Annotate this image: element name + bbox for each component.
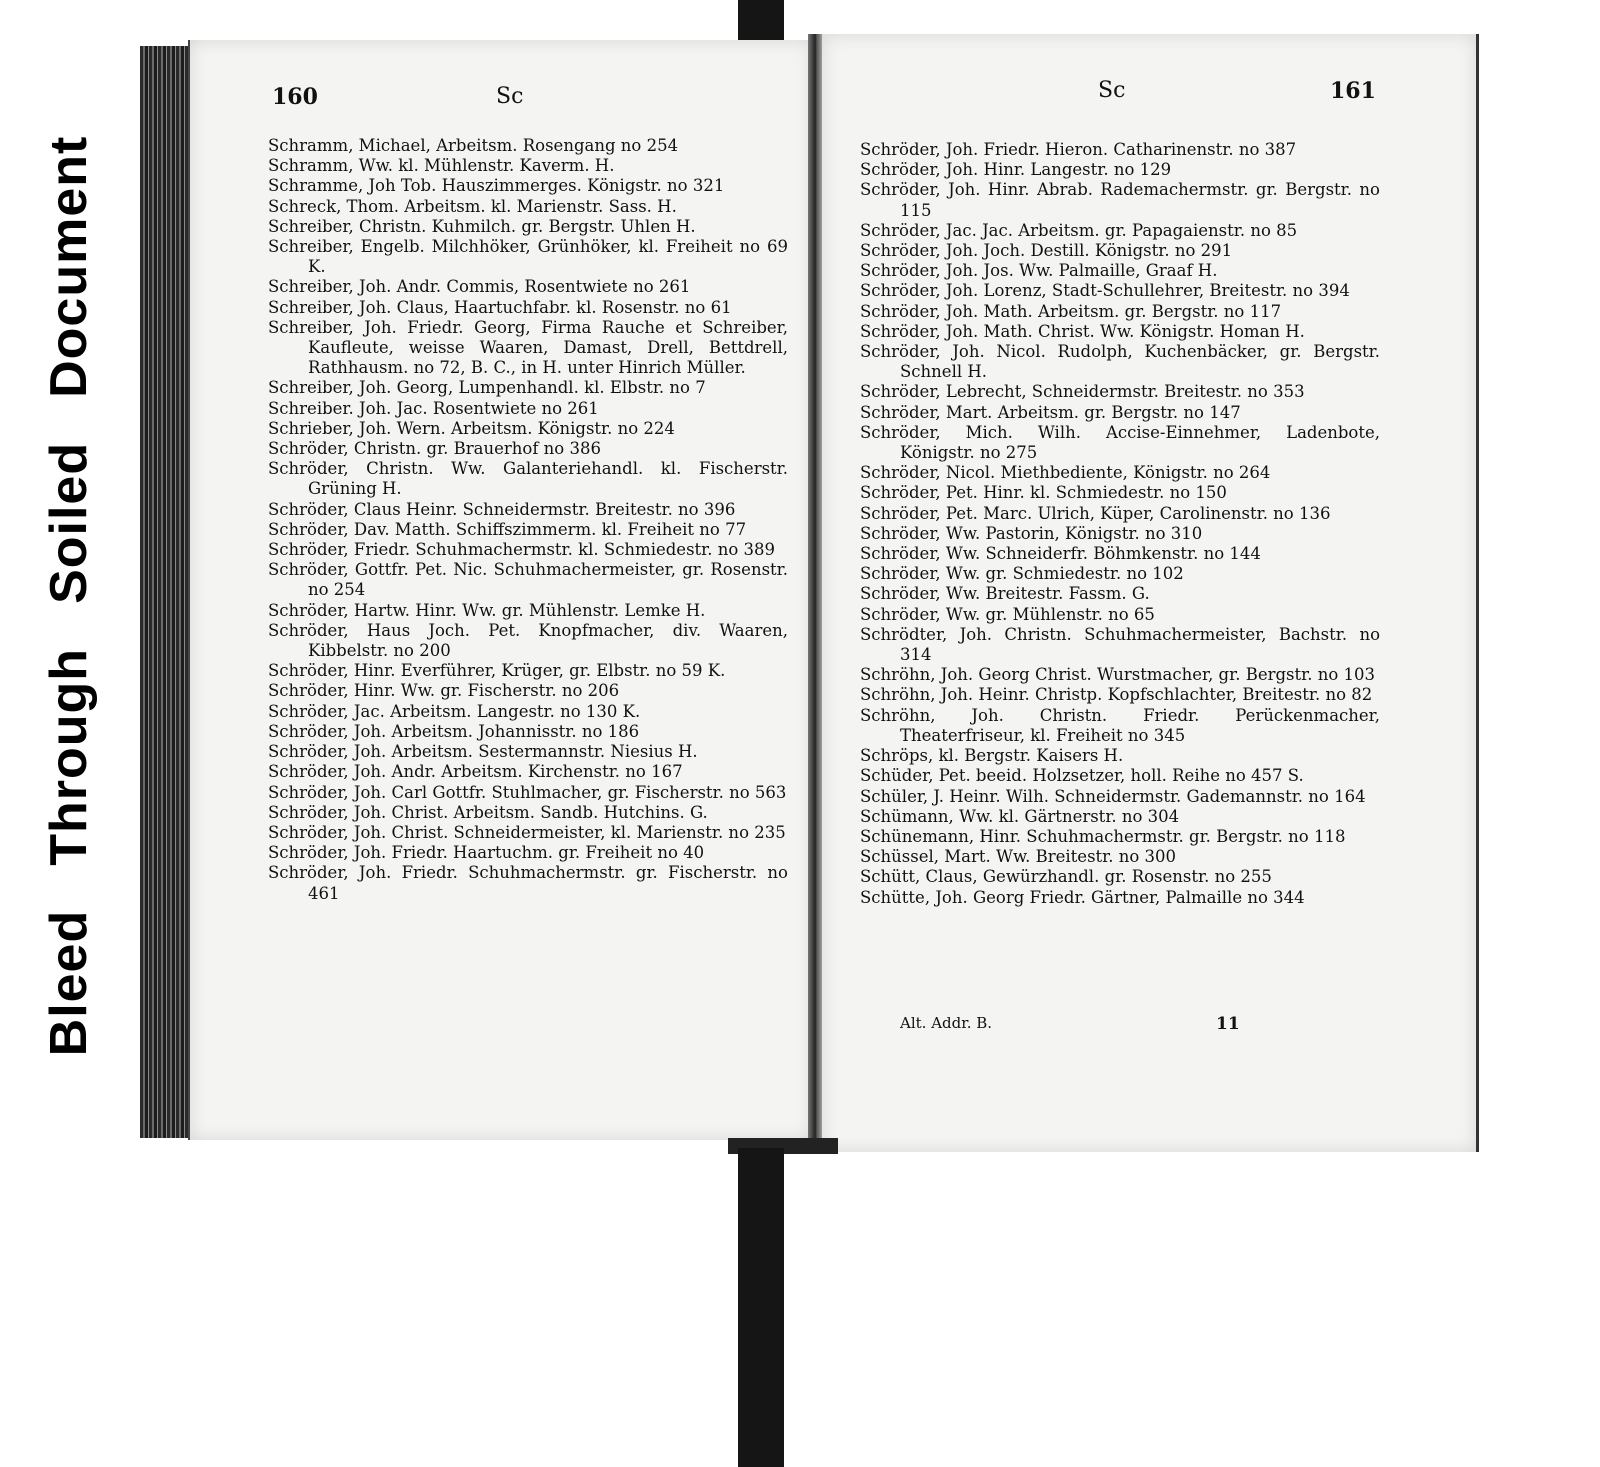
right-entry-list bbox=[860, 140, 1380, 908]
directory-entry: Schröder, Jac. Arbeitsm. Langestr. no 130 K. bbox=[268, 701, 641, 721]
directory-entry: Schramm, Michael, Arbeitsm. Rosengang no 254 bbox=[268, 136, 679, 155]
left-running-head bbox=[190, 84, 812, 114]
directory-entry: Schröder, Joh. Arbeitsm. Sestermannstr. Niesius H. bbox=[268, 742, 698, 762]
directory-entry: Schröder, Haus Joch. Pet. Knopfmacher, div. Waaren, Kibbelstr. no 200 bbox=[268, 620, 788, 661]
directory-entry: Schröder, Joh. Christ. Schneidermeister, kl. Marienstr. no 235 bbox=[268, 822, 786, 842]
directory-entry: Schröder, Joh. Hinr. Langestr. no 129 bbox=[860, 160, 1172, 180]
watermark-text bbox=[39, 114, 99, 1079]
directory-entry: Schröder, Ww. Breitestr. Fassm. G. bbox=[860, 584, 1150, 604]
watermark-word: Soiled bbox=[40, 441, 98, 604]
watermark-word: Document bbox=[40, 135, 98, 398]
directory-entry: Schröder, Joh. Math. Christ. Ww. Königstr. Homan H. bbox=[860, 321, 1305, 341]
directory-entry: Schröder, Ww. Schneiderfr. Böhmkenstr. no 144 bbox=[860, 544, 1261, 564]
right-page bbox=[822, 34, 1479, 1152]
directory-entry: Schütte, Joh. Georg Friedr. Gärtner, Palmaille no 344 bbox=[860, 887, 1305, 907]
directory-entry: Schröder, Gottfr. Pet. Nic. Schuhmachermeister, gr. Rosenstr. no 254 bbox=[268, 560, 788, 600]
directory-entry: Schröder, Lebrecht, Schneidermstr. Breitestr. no 353 bbox=[860, 382, 1305, 402]
directory-entry: Schröder, Ww. gr. Schmiedestr. no 102 bbox=[860, 564, 1184, 584]
directory-entry: Schüder, Pet. beeid. Holzsetzer, holl. Reihe no 457 S. bbox=[860, 766, 1304, 786]
directory-entry: Schröder, Nicol. Miethbediente, Königstr. no 264 bbox=[860, 463, 1271, 483]
directory-entry: Schröder, Ww. gr. Mühlenstr. no 65 bbox=[860, 604, 1155, 624]
directory-entry: Schröder, Joh. Friedr. Hieron. Catharinenstr. no 387 bbox=[860, 140, 1297, 159]
directory-entry: Schröder, Dav. Matth. Schiffszimmerm. kl. Freiheit no 77 bbox=[268, 519, 747, 539]
directory-entry: Schrödter, Joh. Christn. Schuhmachermeister, Bachstr. no 314 bbox=[860, 624, 1380, 665]
directory-entry: Schreiber, Joh. Friedr. Georg, Firma Rauche et Schreiber, Kaufleute, weisse Waaren, Damast, Drell, Bettdrell, Rathhausm. no 72, B. C., in H. unter Hinrich Müller. bbox=[268, 317, 788, 378]
directory-entry: Schünemann, Hinr. Schuhmachermstr. gr. Bergstr. no 118 bbox=[860, 826, 1346, 846]
right-running-head bbox=[822, 78, 1476, 108]
page-heading: Sc bbox=[1098, 78, 1126, 103]
directory-entry: Schröder, Joh. Friedr. Schuhmachermstr. gr. Fischerstr. no 461 bbox=[268, 863, 788, 903]
spine-shadow-top bbox=[738, 0, 784, 44]
watermark-word: Through bbox=[40, 647, 98, 866]
directory-entry: Schröder, Joh. Andr. Arbeitsm. Kirchenstr. no 167 bbox=[268, 762, 683, 782]
directory-entry: Schröhn, Joh. Christn. Friedr. Perückenmacher, Theaterfriseur, kl. Freiheit no 345 bbox=[860, 705, 1380, 745]
directory-entry: Schreiber. Joh. Jac. Rosentwiete no 261 bbox=[268, 398, 599, 418]
directory-entry: Schröder, Claus Heinr. Schneidermstr. Breitestr. no 396 bbox=[268, 499, 736, 519]
directory-entry: Schröder, Hartw. Hinr. Ww. gr. Mühlenstr. Lemke H. bbox=[268, 600, 706, 620]
directory-entry: Schröder, Hinr. Everführer, Krüger, gr. Elbstr. no 59 K. bbox=[268, 661, 726, 681]
directory-entry: Schröder, Jac. Jac. Arbeitsm. gr. Papagaienstr. no 85 bbox=[860, 220, 1298, 240]
spine-shadow-bottom bbox=[738, 1148, 784, 1467]
directory-entry: Schümann, Ww. kl. Gärtnerstr. no 304 bbox=[860, 806, 1180, 826]
directory-entry: Schreiber, Joh. Claus, Haartuchfabr. kl. Rosenstr. no 61 bbox=[268, 297, 732, 317]
directory-entry: Schröder, Joh. Carl Gottfr. Stuhlmacher, gr. Fischerstr. no 563 bbox=[268, 782, 787, 802]
directory-entry: Schramme, Joh Tob. Hauszimmerges. Königstr. no 321 bbox=[268, 176, 725, 196]
left-page bbox=[188, 40, 812, 1140]
directory-entry: Schröder, Joh. Hinr. Abrab. Rademachermstr. gr. Bergstr. no 115 bbox=[860, 180, 1380, 220]
directory-entry: Schröder, Mich. Wilh. Accise-Einnehmer, Ladenbote, Königstr. no 275 bbox=[860, 422, 1380, 463]
directory-entry: Schüssel, Mart. Ww. Breitestr. no 300 bbox=[860, 847, 1177, 867]
directory-entry: Schütt, Claus, Gewürzhandl. gr. Rosenstr. no 255 bbox=[860, 867, 1272, 887]
directory-entry: Schröder, Joh. Lorenz, Stadt-Schullehrer, Breitestr. no 394 bbox=[860, 281, 1350, 301]
watermark-label bbox=[26, 86, 112, 1106]
directory-entry: Schröder, Pet. Marc. Ulrich, Küper, Carolinenstr. no 136 bbox=[860, 503, 1331, 523]
left-entry-list bbox=[268, 136, 788, 904]
directory-entry: Schröder, Joh. Christ. Arbeitsm. Sandb. Hutchins. G. bbox=[268, 802, 708, 822]
directory-entry: Schreiber, Joh. Andr. Commis, Rosentwiete no 261 bbox=[268, 277, 691, 297]
directory-entry: Schreiber, Christn. Kuhmilch. gr. Bergstr. Uhlen H. bbox=[268, 216, 696, 236]
directory-entry: Schröder, Hinr. Ww. gr. Fischerstr. no 206 bbox=[268, 681, 620, 701]
directory-entry: Schreck, Thom. Arbeitsm. kl. Marienstr. Sass. H. bbox=[268, 196, 677, 216]
directory-entry: Schröder, Pet. Hinr. kl. Schmiedestr. no 150 bbox=[860, 483, 1227, 503]
directory-entry: Schröhn, Joh. Georg Christ. Wurstmacher, gr. Bergstr. no 103 bbox=[860, 665, 1375, 685]
directory-entry: Schröder, Ww. Pastorin, Königstr. no 310 bbox=[860, 523, 1203, 543]
directory-entry: Schröder, Mart. Arbeitsm. gr. Bergstr. no 147 bbox=[860, 402, 1241, 422]
directory-entry: Schröder, Joh. Math. Arbeitsm. gr. Bergstr. no 117 bbox=[860, 301, 1282, 321]
footer-sheet-mark: 11 bbox=[1216, 1014, 1240, 1034]
directory-entry: Schröps, kl. Bergstr. Kaisers H. bbox=[860, 746, 1124, 766]
directory-entry: Schreiber, Engelb. Milchhöker, Grünhöker, kl. Freiheit no 69 K. bbox=[268, 237, 788, 277]
directory-entry: Schrieber, Joh. Wern. Arbeitsm. Königstr. no 224 bbox=[268, 418, 675, 438]
watermark-word: Bleed bbox=[40, 909, 98, 1057]
directory-entry: Schröder, Joh. Jos. Ww. Palmaille, Graaf H. bbox=[860, 261, 1218, 281]
page-number: 160 bbox=[272, 84, 318, 110]
directory-entry: Schröder, Christn. Ww. Galanteriehandl. kl. Fischerstr. Grüning H. bbox=[268, 459, 788, 499]
directory-entry: Schröder, Joh. Nicol. Rudolph, Kuchenbäcker, gr. Bergstr. Schnell H. bbox=[860, 342, 1380, 382]
directory-entry: Schröder, Joh. Joch. Destill. Königstr. no 291 bbox=[860, 241, 1233, 261]
directory-entry: Schramm, Ww. kl. Mühlenstr. Kaverm. H. bbox=[268, 156, 615, 176]
page-heading: Sc bbox=[496, 84, 524, 109]
directory-entry: Schröder, Joh. Arbeitsm. Johannisstr. no 186 bbox=[268, 721, 640, 741]
directory-entry: Schröhn, Joh. Heinr. Christp. Kopfschlachter, Breitestr. no 82 bbox=[860, 685, 1373, 705]
directory-entry: Schreiber, Joh. Georg, Lumpenhandl. kl. Elbstr. no 7 bbox=[268, 378, 706, 398]
footer-signature: Alt. Addr. B. bbox=[900, 1014, 993, 1032]
directory-entry: Schröder, Joh. Friedr. Haartuchm. gr. Freiheit no 40 bbox=[268, 843, 705, 863]
directory-entry: Schröder, Friedr. Schuhmachermstr. kl. Schmiedestr. no 389 bbox=[268, 540, 776, 560]
page-number: 161 bbox=[1330, 78, 1376, 104]
directory-entry: Schüler, J. Heinr. Wilh. Schneidermstr. Gademannstr. no 164 bbox=[860, 786, 1366, 806]
directory-entry: Schröder, Christn. gr. Brauerhof no 386 bbox=[268, 439, 601, 459]
